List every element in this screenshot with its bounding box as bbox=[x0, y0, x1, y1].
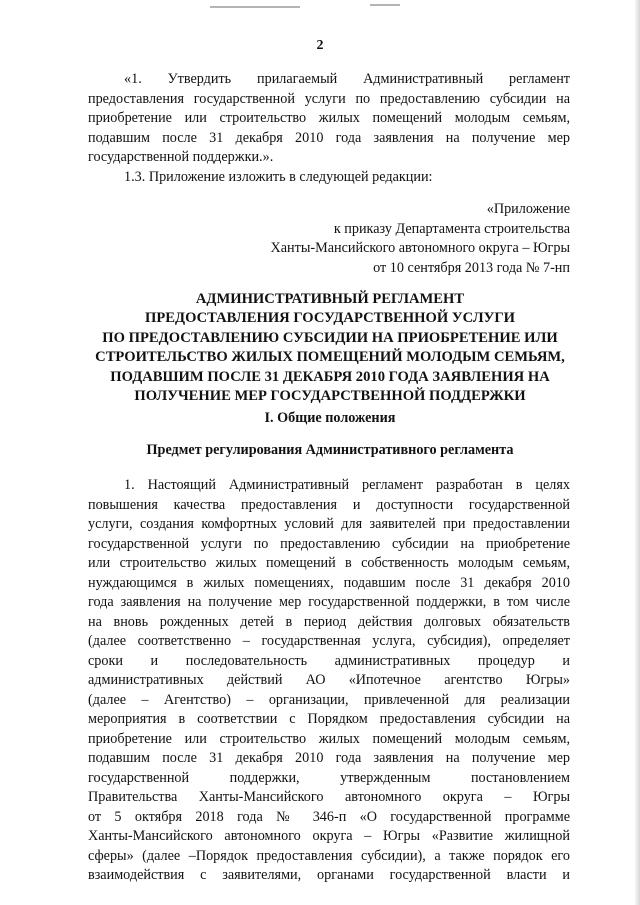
title-line: ПОЛУЧЕНИЕ МЕР ГОСУДАРСТВЕННОЙ ПОДДЕРЖКИ bbox=[134, 388, 526, 405]
text-line: государственной поддержки.». bbox=[88, 149, 274, 165]
section-heading: I. Общие положения bbox=[264, 410, 396, 426]
text-line: 1. Настоящий Административный регламент разработан в целях bbox=[124, 477, 570, 493]
quote-paragraph bbox=[88, 70, 570, 187]
text-line: услуги, создания комфортных условий для заявителей при предоставлении bbox=[88, 516, 570, 532]
appendix-line: «Приложение bbox=[486, 201, 570, 217]
text-line: повышения качества предоставления и доступности государственной bbox=[88, 496, 570, 513]
text-line: (далее – Агентство) – организации, привлеченной для реализации bbox=[88, 691, 570, 708]
text-line: Ханты-Мансийского автономного округа – Югры «Развитие жилищной bbox=[88, 828, 570, 844]
title-line: ПОДАВШИМ ПОСЛЕ 31 ДЕКАБРЯ 2010 ГОДА ЗАЯВЛЕНИЯ НА bbox=[110, 368, 550, 385]
subsection-heading: Предмет регулирования Административного регламента bbox=[146, 442, 514, 458]
text-line: или строительство жилых помещений в собственность молодым семьям, bbox=[88, 555, 570, 571]
scan-artifact bbox=[370, 4, 400, 6]
text-line: административных действий АО «Ипотечное агентство Югры» bbox=[88, 672, 570, 688]
text-line: года заявления на получение мер государственной поддержки, в том числе bbox=[88, 594, 570, 610]
text-line: подавшим после 31 декабря 2010 года заявления на получение мер bbox=[88, 129, 570, 146]
text-line: мероприятия в соответствии с Порядком предоставления субсидии на bbox=[88, 711, 570, 727]
title-line: ПО ПРЕДОСТАВЛЕНИЮ СУБСИДИИ НА ПРИОБРЕТЕНИЕ ИЛИ bbox=[102, 329, 558, 346]
text-line: нуждающимся в жилых помещениях, подавшим после 31 декабря 2010 bbox=[88, 574, 570, 591]
item-1-3: 1.3. Приложение изложить в следующей редакции: bbox=[124, 168, 433, 185]
appendix-line: к приказу Департамента строительства bbox=[333, 220, 570, 237]
text-line: сроки и последовательность административных процедур и bbox=[88, 652, 570, 669]
scan-artifact bbox=[210, 6, 300, 8]
text-line: приобретение или строительство жилых помещений молодым семьям, bbox=[88, 730, 570, 747]
scan-edge-shadow bbox=[634, 0, 640, 905]
text-line: подавшим после 31 декабря 2010 года заявления на получение мер bbox=[88, 750, 570, 766]
text-line: взаимодействия с заявителями, органами государственной власти и bbox=[88, 867, 570, 883]
text-line: сферы» (далее –Порядок предоставления субсидии), а также порядок его bbox=[88, 847, 570, 864]
text-line: приобретение или строительство жилых помещений молодым семьям, bbox=[88, 110, 570, 126]
document-title bbox=[80, 290, 580, 406]
text-line: (далее соответственно – государственная услуга, субсидия), определяет bbox=[88, 633, 570, 649]
appendix-reference bbox=[270, 200, 570, 278]
text-line: государственной поддержки, утвержденным постановлением bbox=[88, 769, 570, 786]
text-line: предоставления государственной услуги по предоставлению субсидии на bbox=[88, 90, 570, 107]
appendix-line: Ханты-Мансийского автономного округа – Югры bbox=[270, 240, 570, 256]
text-line: Правительства Ханты-Мансийского автономного округа – Югры bbox=[88, 789, 570, 805]
title-line: ПРЕДОСТАВЛЕНИЯ ГОСУДАРСТВЕННОЙ УСЛУГИ bbox=[145, 310, 515, 327]
text-line: на вновь рожденных детей в период действия долговых обязательств bbox=[88, 613, 570, 630]
body-paragraph bbox=[88, 476, 570, 886]
text-line: от 5 октября 2018 года № 346-п «О государственной программе bbox=[88, 808, 570, 825]
text-line: «1. Утвердить прилагаемый Административный регламент bbox=[124, 71, 570, 87]
text-line: государственной услуги по предоставлению субсидии на приобретение bbox=[88, 535, 570, 552]
appendix-line: от 10 сентября 2013 года № 7-нп bbox=[373, 259, 570, 276]
page-number: 2 bbox=[316, 38, 324, 53]
title-line: СТРОИТЕЛЬСТВО ЖИЛЫХ ПОМЕЩЕНИЙ МОЛОДЫМ СЕМЬЯМ, bbox=[95, 349, 565, 366]
title-line: АДМИНИСТРАТИВНЫЙ РЕГЛАМЕНТ bbox=[195, 291, 465, 307]
